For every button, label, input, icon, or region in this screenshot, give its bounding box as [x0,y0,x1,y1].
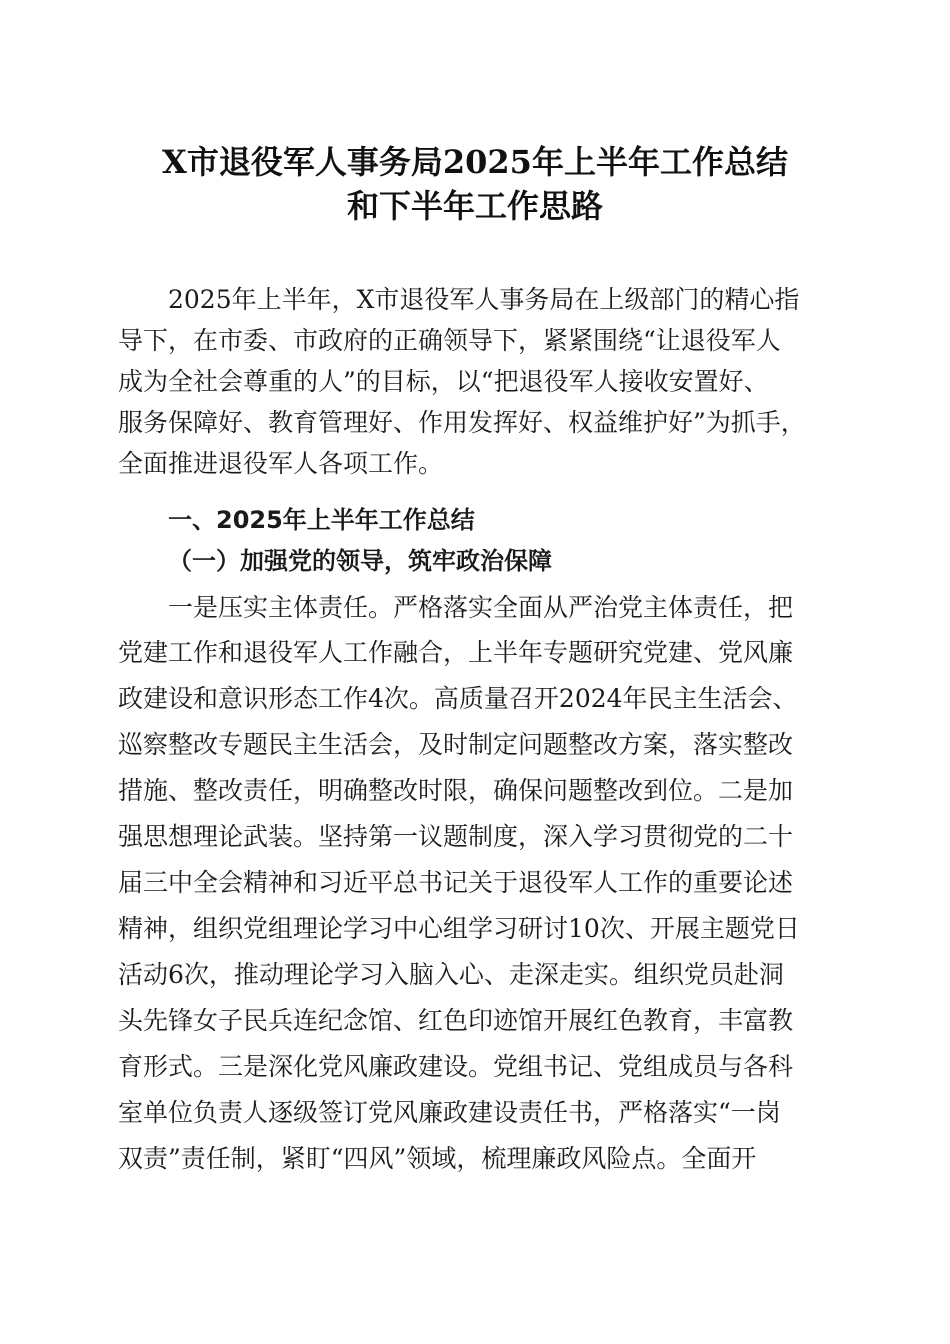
intro-line-2 [118,318,830,364]
intro-line-1 [118,277,830,323]
intro-line-3 [118,359,830,405]
body-line-9 [118,952,830,998]
intro-line-4 [118,400,830,446]
body-text: 育形式。三是深化党风廉政建设。党组书记、党组成员与各科 [118,1052,794,1081]
body-text: 活动6次，推动理论学习入脑入心、走深走实。组织党员赴洞 [118,960,784,989]
body-line-2 [118,630,830,676]
body-line-7 [118,860,830,906]
body-line-5 [118,768,830,814]
body-text: 一是压实主体责任。严格落实全面从严治党主体责任，把 [168,593,794,622]
document-title-line1: X市退役军人事务局2025年上半年工作总结 [162,143,788,181]
subsection-heading-1 [118,538,830,584]
intro-line-5 [118,441,830,487]
body-text: 巡察整改专题民主生活会，及时制定问题整改方案，落实整改 [118,730,794,759]
body-line-3 [118,676,830,722]
intro-text: 全面推进退役军人各项工作。 [118,449,444,478]
body-line-12 [118,1090,830,1136]
body-line-13 [118,1136,830,1182]
body-text: 室单位负责人逐级签订党风廉政建设责任书，严格落实“一岗 [118,1098,781,1127]
body-text: 精神，组织党组理论学习中心组学习研讨10次、开展主题党日 [118,914,800,943]
body-text: 双责”责任制，紧盯“四风”领域，梳理廉政风险点。全面开 [118,1144,757,1173]
section-heading-1 [118,497,830,543]
heading-text: （一）加强党的领导，筑牢政治保障 [168,546,552,575]
body-text: 头先锋女子民兵连纪念馆、红色印迹馆开展红色教育，丰富教 [118,1006,794,1035]
heading-text: 一、2025年上半年工作总结 [168,506,475,534]
body-line-1 [118,585,830,631]
body-line-4 [118,722,830,768]
body-line-11 [118,1044,830,1090]
body-text: 届三中全会精神和习近平总书记关于退役军人工作的重要论述 [118,868,794,897]
body-line-8 [118,906,830,952]
body-text: 强思想理论武装。坚持第一议题制度，深入学习贯彻党的二十 [118,822,794,851]
body-text: 政建设和意识形态工作4次。高质量召开2024年民主生活会、 [118,684,798,713]
document-title-line2: 和下半年工作思路 [346,187,603,225]
intro-text: 导下，在市委、市政府的正确领导下，紧紧围绕“让退役军人 [118,326,781,355]
body-text: 党建工作和退役军人工作融合，上半年专题研究党建、党风廉 [118,638,794,667]
body-line-10 [118,998,830,1044]
body-text: 措施、整改责任，明确整改时限，确保问题整改到位。二是加 [118,776,794,805]
body-line-6 [118,814,830,860]
intro-text: 成为全社会尊重的人”的目标，以“把退役军人接收安置好、 [118,367,769,396]
intro-text: 服务保障好、教育管理好、作用发挥好、权益维护好”为抓手， [118,408,806,437]
intro-text: 2025年上半年，X市退役军人事务局在上级部门的精心指 [168,285,800,314]
